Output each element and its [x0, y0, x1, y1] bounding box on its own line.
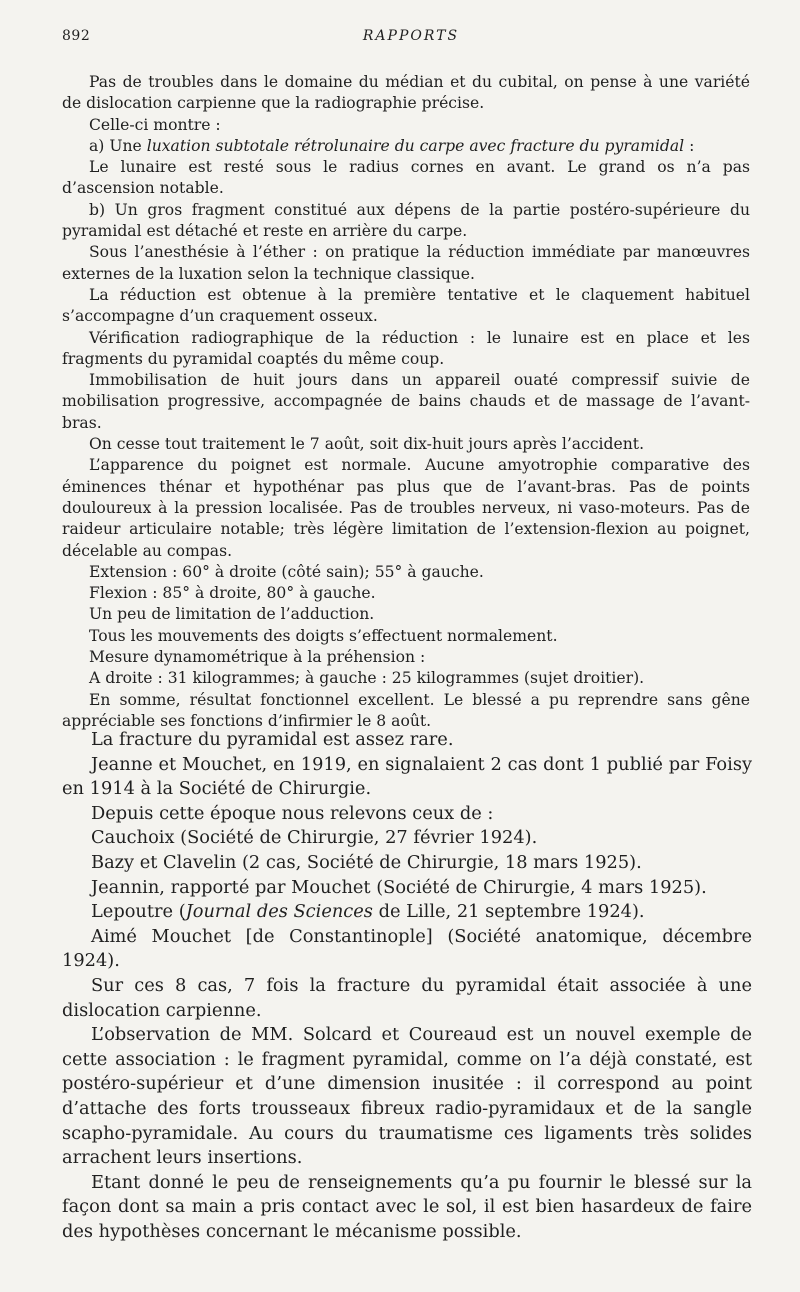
paragraph: Mesure dynamométrique à la préhension :: [89, 648, 426, 667]
text-fragment: :: [684, 136, 695, 155]
paragraph: Un peu de limitation de l’adduction.: [89, 605, 375, 624]
paragraph: Extension : 60° à droite (côté sain); 55° à gauche.: [89, 562, 484, 581]
commentary-section: [62, 728, 752, 1244]
paragraph: Sous l’anesthésie à l’éther : on pratique la réduction immédiate par manœuvres externes de la luxation selon la technique classique.: [62, 243, 750, 283]
page-number: 892: [62, 28, 91, 44]
text-fragment: a) Une: [89, 136, 147, 155]
observation-section: [62, 72, 750, 732]
italic-text: Journal des Sciences: [185, 901, 373, 923]
paragraph: Tous les mouvements des doigts s’effectuent normalement.: [89, 626, 558, 645]
paragraph: L’apparence du poignet est normale. Aucune amyotrophie comparative des éminences thénar et hypothénar pas plus que de l’avant-bras. Pas de points douloureux à la pression localisée. Pas de troubles nerveux, ni vaso-moteurs. Pas de raideur articulaire notable; très légère limitation de l’extension-flexion au poignet, décelable au compas.: [62, 456, 750, 560]
paragraph: Celle-ci montre :: [89, 115, 221, 134]
paragraph: [62, 136, 750, 157]
text-fragment: Lepoutre (: [91, 901, 186, 923]
paragraph: On cesse tout traitement le 7 août, soit dix-huit jours après l’accident.: [89, 435, 645, 454]
paragraph: Flexion : 85° à droite, 80° à gauche.: [89, 584, 376, 603]
paragraph: Sur ces 8 cas, 7 fois la fracture du pyramidal était associée à une dislocation carpienne.: [62, 974, 752, 1021]
paragraph: Vérification radiographique de la réduction : le lunaire est en place et les fragments du pyramidal coaptés du même coup.: [62, 328, 750, 368]
paragraph: Aimé Mouchet [de Constantinople] (Société anatomique, décembre 1924).: [62, 925, 752, 972]
paragraph: La réduction est obtenue à la première tentative et le claquement habituel s’accompagne d’un craquement osseux.: [62, 285, 750, 326]
paragraph: La fracture du pyramidal est assez rare.: [91, 729, 454, 750]
paragraph: L’observation de MM. Solcard et Coureaud est un nouvel exemple de cette association : le fragment pyramidal, comme on l’a déjà constaté, est postéro-supérieur et d’une dimension inusitée : il correspond au point d’attache des forts trousseaux fibreux radio-pyramidaux et de la sangle scapho-pyramidale. Au cours du traumatisme ces ligaments très solides arrachent leurs insertions.: [62, 1024, 752, 1169]
italic-text: luxation subtotale rétrolunaire du carpe avec fracture du pyramidal: [146, 136, 685, 155]
paragraph: Immobilisation de huit jours dans un appareil ouaté compressif suivie de mobilisation progressive, accompagnée de bains chauds et de massage de l’avant-bras.: [62, 371, 750, 432]
text-fragment: de Lille, 21 septembre 1924).: [372, 901, 645, 923]
paragraph: A droite : 31 kilogrammes; à gauche : 25 kilogrammes (sujet droitier).: [89, 669, 645, 688]
paragraph: Pas de troubles dans le domaine du médian et du cubital, on pense à une variété de dislocation carpienne que la radiographie précise.: [62, 73, 750, 113]
paragraph: Depuis cette époque nous relevons ceux de :: [91, 802, 494, 824]
paragraph: Jeannin, rapporté par Mouchet (Société de Chirurgie, 4 mars 1925).: [91, 876, 707, 898]
paragraph: Le lunaire est resté sous le radius cornes en avant. Le grand os n’a pas d’ascension notable.: [62, 158, 750, 198]
page-header: [62, 28, 760, 50]
paragraph: [62, 900, 752, 925]
paragraph: En somme, résultat fonctionnel excellent. Le blessé a pu reprendre sans gêne appréciable ses fonctions d’infirmier le 8 août.: [62, 690, 750, 730]
paragraph: Etant donné le peu de renseignements qu’a pu fournir le blessé sur la façon dont sa main a pris contact avec le sol, il est bien hasardeux de faire des hypothèses concernant le mécanisme possible.: [62, 1171, 752, 1242]
paragraph: Bazy et Clavelin (2 cas, Société de Chirurgie, 18 mars 1925).: [91, 851, 642, 873]
paragraph: Cauchoix (Société de Chirurgie, 27 février 1924).: [91, 827, 538, 849]
paragraph: Jeanne et Mouchet, en 1919, en signalaient 2 cas dont 1 publié par Foisy en 1914 à la Société de Chirurgie.: [62, 753, 752, 800]
paragraph: b) Un gros fragment constitué aux dépens de la partie postéro-supérieure du pyramidal est détaché et reste en arrière du carpe.: [62, 200, 750, 241]
running-title: RAPPORTS: [362, 28, 460, 44]
